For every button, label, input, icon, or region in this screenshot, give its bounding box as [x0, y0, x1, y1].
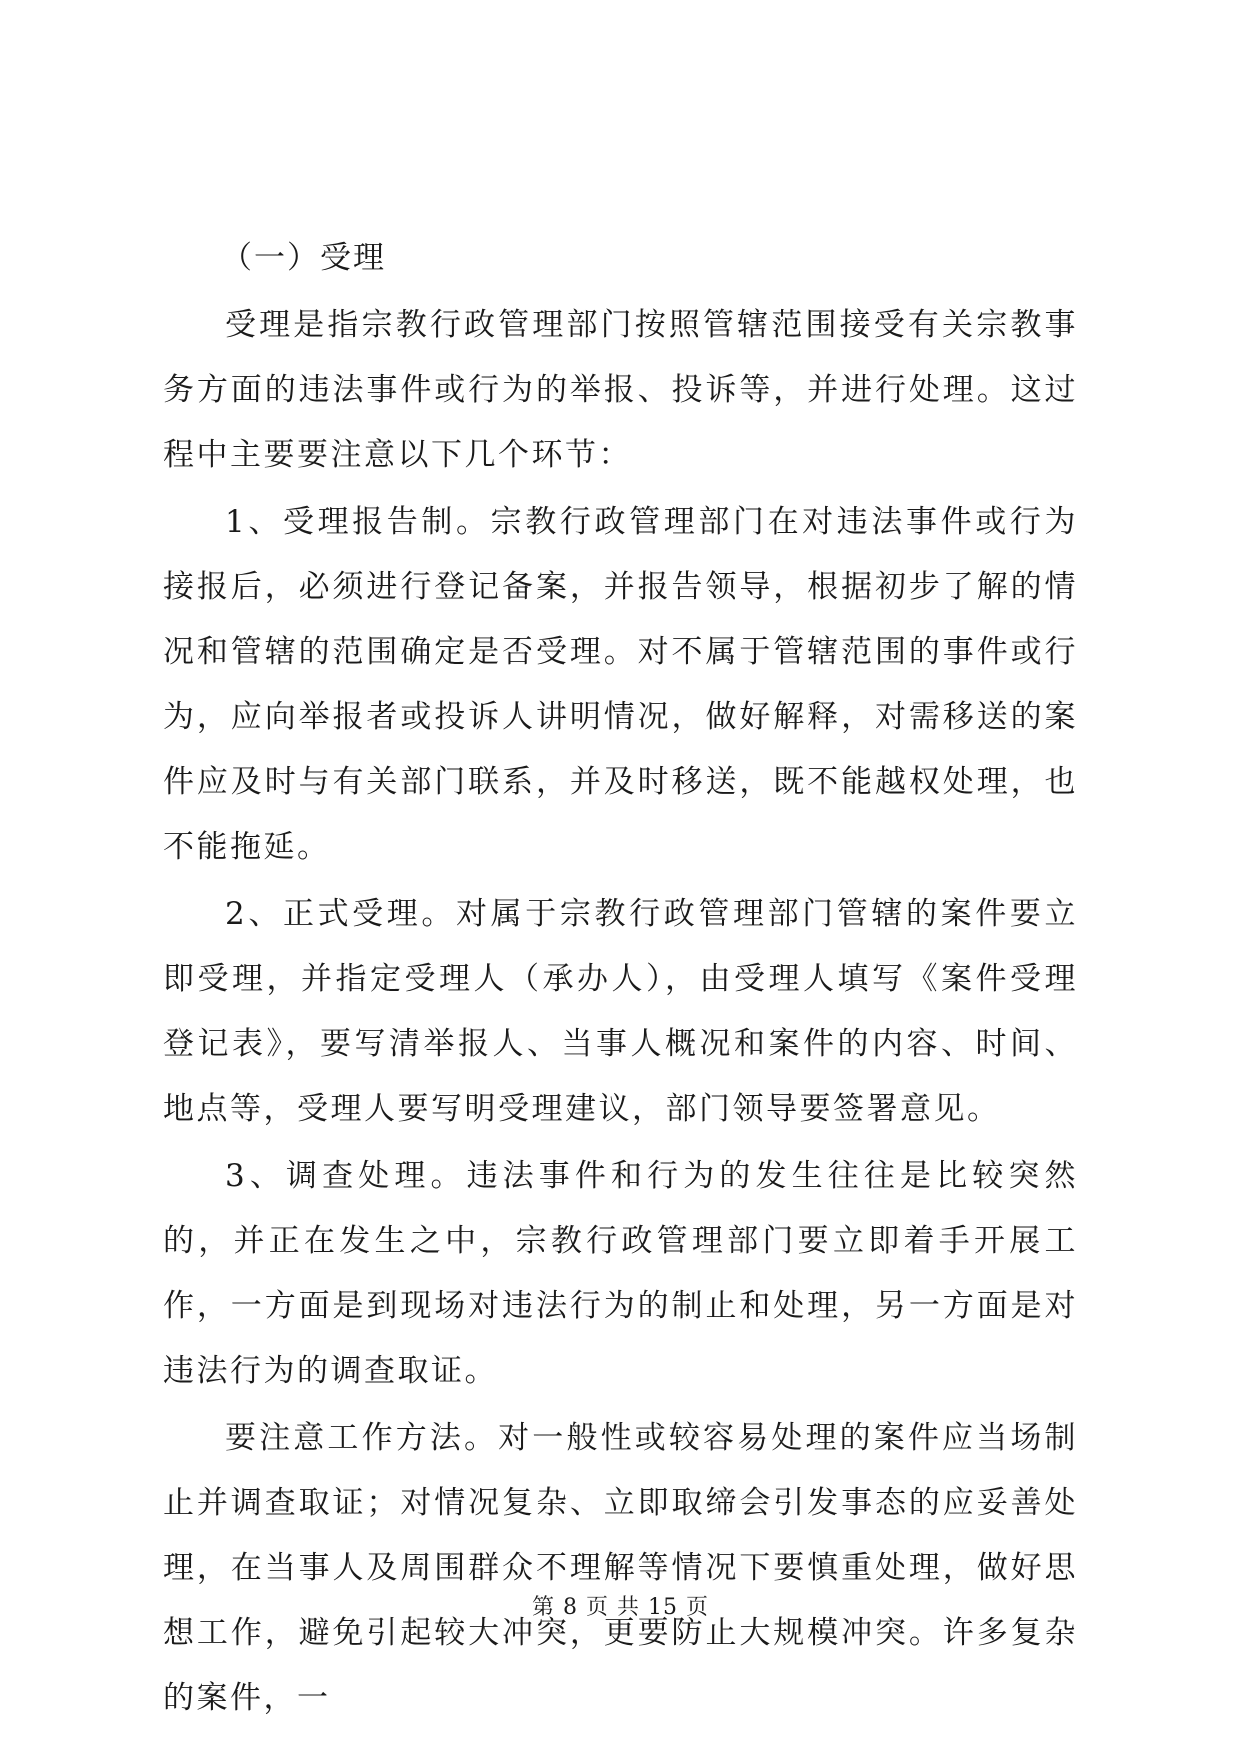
section-heading: （一）受理 [221, 240, 386, 276]
paragraph-item-3: 3、调查处理。违法事件和行为的发生往往是比较突然的，并正在发生之中，宗教行政管理部门要立即着手开展工作，一方面是到现场对违法行为的制止和处理，另一方面是对违法行为的调查取证。 [163, 1158, 1078, 1389]
paragraph-item-1: 1、受理报告制。宗教行政管理部门在对违法事件或行为接报后，必须进行登记备案，并报告领导，根据初步了解的情况和管辖的范围确定是否受理。对不属于管辖范围的事件或行为，应向举报者或投诉人讲明情况，做好解释，对需移送的案件应及时与有关部门联系，并及时移送，既不能越权处理，也不能拖延。 [163, 504, 1078, 865]
paragraph-item-2: 2、正式受理。对属于宗教行政管理部门管辖的案件要立即受理，并指定受理人（承办人），由受理人填写《案件受理登记表》，要写清举报人、当事人概况和案件的内容、时间、地点等，受理人要写明受理建议，部门领导要签署意见。 [163, 896, 1078, 1127]
paragraph-intro: 受理是指宗教行政管理部门按照管辖范围接受有关宗教事务方面的违法事件或行为的举报、投诉等，并进行处理。这过程中主要要注意以下几个环节： [163, 307, 1078, 473]
page-number-footer: 第 8 页 共 15 页 [532, 1595, 709, 1620]
paragraph-method: 要注意工作方法。对一般性或较容易处理的案件应当场制止并调查取证；对情况复杂、立即取缔会引发事态的应妥善处理，在当事人及周围群众不理解等情况下要慎重处理，做好思想工作，避免引起较大冲突，更要防止大规模冲突。许多复杂的案件，一 [163, 1420, 1078, 1716]
document-body [163, 226, 1078, 1733]
